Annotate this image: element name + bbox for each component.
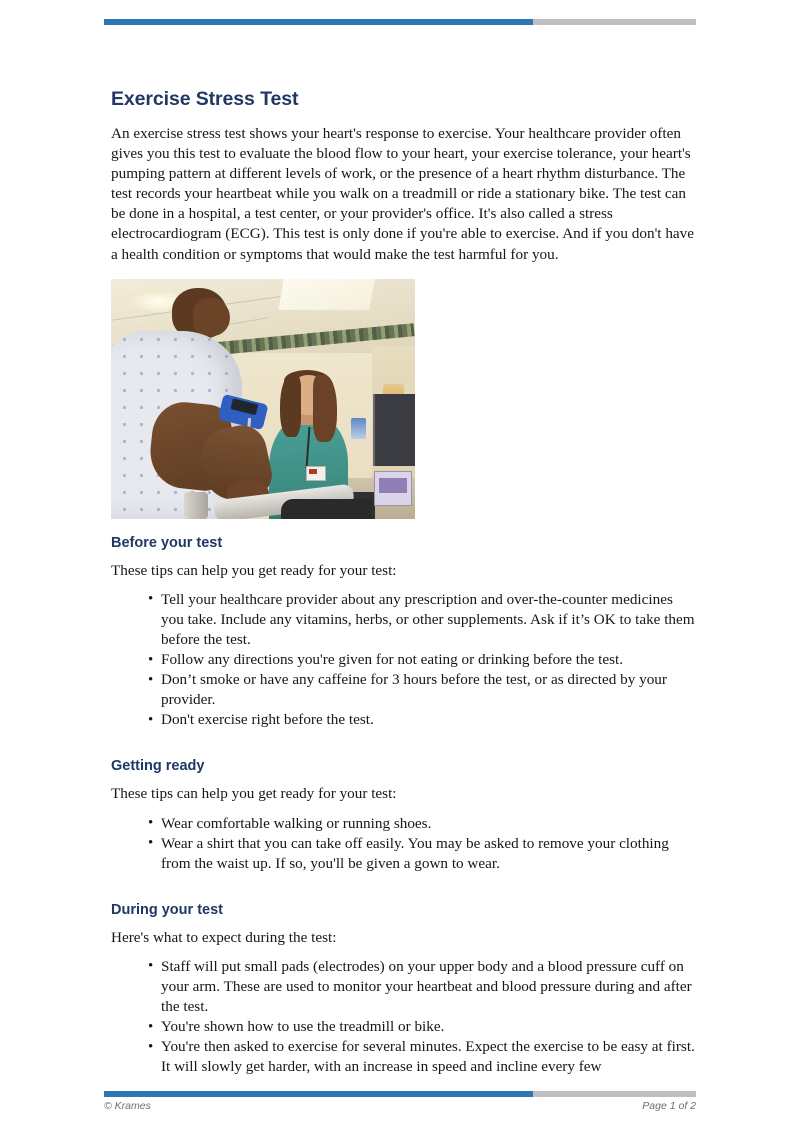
section-during-your-test [111,902,697,1078]
list-item: • Follow any directions you're given for not eating or drinking before the test. [149,650,697,670]
section-bullet-list [111,590,697,731]
stress-test-photo [111,279,415,519]
list-item: • Staff will put small pads (electrodes) on your upper body and a blood pressure cuff on your arm. These are used to monitor your heartbeat and blood pressure during and after the test. [149,957,697,1017]
photo-ecg-screen [374,471,412,507]
list-item: • You're then asked to exercise for several minutes. Expect the exercise to be easy at first. It will slowly get harder, with an increase in speed and incline every few [149,1037,697,1077]
photo-monitor [373,394,415,466]
photo-treadmill-rail [184,492,208,518]
section-lead: Here's what to expect during the test: [111,928,337,946]
photo-skylight [278,279,375,310]
page-title: Exercise Stress Test [111,88,299,110]
list-item: • You're shown how to use the treadmill or bike. [149,1017,697,1037]
section-bullet-list [111,814,697,874]
section-heading: During your test [111,901,223,918]
section-heading: Before your test [111,534,223,551]
header-rule [104,19,696,25]
section-heading: Getting ready [111,758,205,775]
section-lead: These tips can help you get ready for your test: [111,785,397,803]
list-item: • Don't exercise right before the test. [149,710,697,730]
footer-rule-gray-segment [533,1091,696,1097]
section-lead: These tips can help you get ready for your test: [111,561,397,579]
footer [104,1100,696,1112]
section-bullet-list [111,957,697,1078]
photo-provider-badge [306,466,326,481]
footer-rule-blue-segment [104,1091,533,1097]
header-rule-gray-segment [533,19,696,25]
footer-copyright: © Krames [104,1100,151,1112]
list-item: • Tell your healthcare provider about any prescription and over-the-counter medicines you take. Include any vitamins, herbs, or other supplements. Ask if it’s OK to take them before the test. [149,590,697,650]
section-getting-ready [111,758,697,873]
photo-patient-face [193,298,229,336]
section-before-your-test [111,535,697,731]
photo-provider-hair [280,375,301,437]
photo-treadmill-cable [281,499,372,518]
document-content [111,88,697,1077]
header-rule-blue-segment [104,19,533,25]
list-item: • Don’t smoke or have any caffeine for 3 hours before the test, or as directed by your provider. [149,670,697,710]
footer-page-number: Page 1 of 2 [642,1100,696,1112]
photo-wall-device [351,418,366,440]
photo-illustration [111,279,415,519]
list-item: • Wear comfortable walking or running shoes. [149,814,697,834]
intro-paragraph: An exercise stress test shows your heart's response to exercise. Your healthcare provider often gives you this test to evaluate the blood flow to your heart, your exercise tolerance, your heart's pumping pattern at different levels of work, or the presence of a heart rhythm disturbance. The test records your heartbeat while you walk on a treadmill or ride a stationary bike. The test can be done in a hospital, a test center, or your provider's office. It's also called a stress electrocardiogram (ECG). This test is only done if you're able to exercise. And if you don't have a health condition or symptoms that would make the test harmful for you. [111,125,694,263]
list-item: • Wear a shirt that you can take off easily. You may be asked to remove your clothing from the waist up. If so, you'll be given a gown to wear. [149,834,697,874]
footer-rule [104,1091,696,1097]
